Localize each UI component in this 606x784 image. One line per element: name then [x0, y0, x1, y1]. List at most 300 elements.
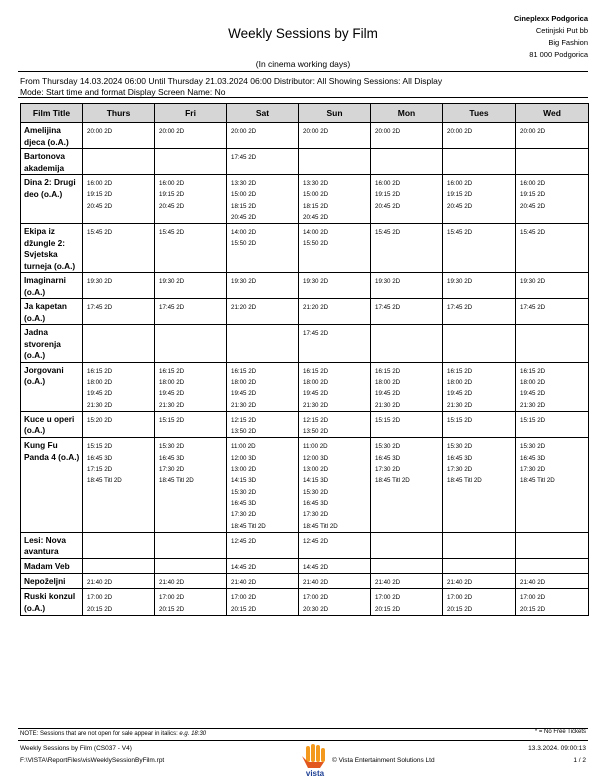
session-time: 20:15 2D [375, 605, 401, 613]
session-cell [371, 362, 443, 411]
session-cell [516, 325, 589, 363]
session-time: 18:00 2D [159, 378, 185, 386]
session-time: 21:20 2D [303, 304, 329, 312]
session-cell [371, 532, 443, 558]
column-header-film: Film Title [21, 104, 83, 123]
session-cell [443, 574, 516, 589]
column-header-day: Sun [299, 104, 371, 123]
session-time: 18:00 2D [447, 378, 473, 386]
session-time: 15:30 2D [303, 488, 329, 496]
session-cell [155, 175, 227, 224]
session-cell [83, 438, 155, 532]
session-time: 20:45 2D [447, 202, 473, 210]
session-cell [155, 411, 227, 438]
vista-logo [298, 742, 332, 778]
session-time: 20:00 2D [447, 128, 473, 135]
session-time: 15:15 2D [520, 416, 546, 424]
session-time: 18:00 2D [87, 378, 113, 386]
session-time: 18:15 2D [231, 202, 257, 210]
session-time: 13:50 2D [231, 428, 257, 436]
session-time: 21:20 2D [231, 304, 257, 312]
table-row [21, 325, 589, 363]
session-time: 14:00 2D [303, 229, 329, 237]
session-cell [443, 325, 516, 363]
session-time: 17:00 2D [303, 594, 329, 602]
film-title-cell: Ekipa iz džungle 2: Svjetska turneja (o.A.) [21, 224, 83, 273]
session-cell [516, 175, 589, 224]
session-time: 16:45 3D [447, 454, 473, 462]
session-time: 19:15 2D [520, 191, 546, 199]
column-header-day: Wed [516, 104, 589, 123]
cinema-address-line: Big Fashion [548, 38, 588, 47]
session-time: 14:15 3D [303, 477, 329, 485]
session-time: 21:30 2D [375, 401, 401, 409]
session-time: 14:15 3D [231, 477, 257, 485]
session-time: 16:00 2D [520, 180, 546, 187]
session-time: 18:45 Titl 2D [447, 477, 482, 485]
session-cell [155, 299, 227, 325]
session-time: 19:30 2D [375, 278, 401, 286]
session-cell [443, 558, 516, 573]
session-cell [227, 558, 299, 573]
column-header-day: Fri [155, 104, 227, 123]
session-cell [83, 362, 155, 411]
session-time: 17:45 2D [159, 304, 185, 312]
column-header-day: Sat [227, 104, 299, 123]
session-cell [443, 299, 516, 325]
session-time: 15:45 2D [520, 229, 546, 237]
session-time: 18:00 2D [303, 378, 329, 386]
session-time: 19:45 2D [87, 390, 113, 398]
session-cell [155, 589, 227, 616]
report-subtitle: (In cinema working days) [255, 59, 351, 69]
session-time: 21:40 2D [520, 579, 546, 587]
cinema-name: Cineplexx Podgorica [513, 14, 588, 23]
session-time: 20:30 2D [303, 605, 329, 613]
session-cell [83, 299, 155, 325]
session-time: 17:30 2D [303, 511, 329, 519]
session-cell [299, 411, 371, 438]
session-time: 15:15 2D [447, 416, 473, 424]
session-time: 16:00 2D [375, 180, 401, 187]
table-row [21, 175, 589, 224]
session-time: 18:00 2D [231, 378, 257, 386]
session-time: 15:20 2D [87, 416, 113, 424]
session-time: 16:45 3D [87, 454, 113, 462]
session-time: 17:00 2D [447, 594, 473, 602]
session-cell [443, 438, 516, 532]
table-row [21, 532, 589, 558]
film-title-cell: Jorgovani (o.A.) [21, 362, 83, 411]
session-time: 21:40 2D [303, 579, 329, 587]
session-time: 16:15 2D [87, 367, 113, 375]
film-title-cell: Imaginarni (o.A.) [21, 273, 83, 299]
session-time: 16:15 2D [447, 367, 473, 375]
session-time: 21:40 2D [87, 579, 113, 587]
session-cell [443, 362, 516, 411]
session-time: 12:00 3D [231, 454, 257, 462]
session-cell [83, 175, 155, 224]
session-cell [227, 589, 299, 616]
session-time: 12:15 2D [231, 416, 257, 424]
session-time: 20:15 2D [159, 605, 185, 613]
session-time: 20:00 2D [159, 128, 185, 135]
table-row [21, 589, 589, 616]
session-time: 20:15 2D [520, 605, 546, 613]
session-cell [516, 362, 589, 411]
session-time: 14:00 2D [231, 229, 257, 237]
session-cell [83, 325, 155, 363]
film-title-cell: Ruski konzul (o.A.) [21, 589, 83, 616]
session-time: 15:30 2D [520, 443, 546, 451]
session-time: 16:45 3D [159, 454, 185, 462]
session-cell [299, 123, 371, 149]
session-time: 19:15 2D [447, 191, 473, 199]
session-time: 19:45 2D [303, 390, 329, 398]
session-cell [227, 325, 299, 363]
film-title-cell: Nepoželjni [21, 574, 83, 589]
session-cell [299, 558, 371, 573]
session-time: 15:00 2D [303, 191, 329, 199]
cinema-block [514, 13, 588, 61]
session-time: 12:45 2D [303, 537, 329, 545]
table-row [21, 362, 589, 411]
session-time: 19:45 2D [375, 390, 401, 398]
session-cell [371, 558, 443, 573]
session-time: 16:15 2D [375, 367, 401, 375]
session-cell [299, 532, 371, 558]
session-time: 13:00 2D [303, 466, 329, 474]
session-time: 17:00 2D [375, 594, 401, 602]
session-cell [155, 224, 227, 273]
session-cell [83, 273, 155, 299]
session-time: 17:30 2D [159, 466, 185, 474]
session-time: 11:00 2D [303, 443, 328, 451]
session-cell [227, 362, 299, 411]
session-time: 19:30 2D [520, 278, 546, 286]
session-cell [227, 574, 299, 589]
session-time: 20:45 2D [231, 213, 257, 221]
film-title-cell: Lesi: Nova avantura [21, 532, 83, 558]
session-cell [83, 589, 155, 616]
session-cell [371, 438, 443, 532]
session-time: 15:45 2D [447, 229, 473, 237]
session-cell [83, 123, 155, 149]
session-time: 18:45 Titl 2D [231, 522, 266, 530]
session-cell [443, 532, 516, 558]
session-time: 13:30 2D [303, 180, 329, 187]
session-cell [155, 438, 227, 532]
hand-icon [302, 744, 325, 768]
session-time: 17:45 2D [231, 154, 257, 161]
printed-timestamp: 13.3.2024. 09:00:13 [528, 745, 586, 752]
session-cell [371, 411, 443, 438]
session-time: 20:45 2D [303, 213, 329, 221]
session-cell [443, 411, 516, 438]
session-cell [83, 149, 155, 175]
session-cell [227, 532, 299, 558]
session-cell [371, 589, 443, 616]
session-time: 17:45 2D [87, 304, 113, 312]
session-cell [371, 273, 443, 299]
session-cell [443, 149, 516, 175]
session-cell [299, 438, 371, 532]
session-cell [299, 149, 371, 175]
session-time: 14:45 2D [303, 563, 329, 571]
session-cell [227, 299, 299, 325]
session-time: 20:15 2D [447, 605, 473, 613]
session-time: 17:45 2D [375, 304, 401, 312]
session-time: 15:45 2D [375, 229, 401, 237]
copyright: © Vista Entertainment Solutions Ltd [332, 757, 435, 764]
session-cell [443, 589, 516, 616]
session-cell [83, 558, 155, 573]
table-row [21, 224, 589, 273]
note-example: e.g. 18:30 [179, 731, 207, 737]
session-cell [371, 123, 443, 149]
session-cell [155, 273, 227, 299]
table-row [21, 123, 589, 149]
session-cell [227, 438, 299, 532]
session-time: 17:00 2D [231, 594, 257, 602]
film-title-cell: Dina 2: Drugi deo (o.A.) [21, 175, 83, 224]
session-time: 18:15 2D [303, 202, 329, 210]
table-row [21, 273, 589, 299]
session-time: 12:00 3D [303, 454, 329, 462]
page-number: 1 / 2 [573, 757, 586, 764]
session-cell [155, 558, 227, 573]
session-time: 18:45 Titl 2D [87, 477, 122, 485]
session-time: 18:45 Titl 2D [159, 477, 194, 485]
session-time: 17:45 2D [520, 304, 546, 312]
session-time: 21:40 2D [375, 579, 401, 587]
session-cell [371, 175, 443, 224]
divider [18, 740, 588, 741]
session-time: 21:30 2D [447, 401, 473, 409]
film-title-cell: Ja kapetan (o.A.) [21, 299, 83, 325]
session-time: 16:00 2D [87, 180, 113, 187]
session-time: 16:45 3D [375, 454, 401, 462]
session-time: 21:40 2D [231, 579, 257, 587]
note-text: NOTE: Sessions that are not open for sale appear in italics: [20, 731, 180, 737]
session-cell [155, 574, 227, 589]
session-time: 19:15 2D [375, 191, 401, 199]
session-time: 21:30 2D [303, 401, 329, 409]
table-header-row [21, 104, 589, 123]
session-cell [227, 273, 299, 299]
session-cell [371, 149, 443, 175]
session-time: 21:40 2D [159, 579, 185, 587]
session-time: 15:15 2D [87, 443, 113, 451]
session-time: 15:30 2D [447, 443, 473, 451]
session-time: 15:15 2D [159, 416, 185, 424]
session-cell [83, 411, 155, 438]
session-cell [155, 362, 227, 411]
report-name: Weekly Sessions by Film (CS037 - V4) [20, 745, 132, 752]
session-cell [227, 411, 299, 438]
session-time: 16:15 2D [231, 367, 257, 375]
session-cell [155, 532, 227, 558]
session-time: 15:30 2D [375, 443, 401, 451]
session-time: 11:00 2D [231, 443, 256, 451]
session-time: 16:15 2D [159, 367, 185, 375]
session-cell [516, 411, 589, 438]
session-time: 17:45 2D [447, 304, 473, 312]
session-cell [371, 574, 443, 589]
report-path: F:\VISTA\ReportFiles\visWeeklySessionByFilm.rpt [20, 757, 165, 764]
no-free-tickets-note: * = No Free Tickets [534, 729, 586, 735]
session-time: 17:15 2D [87, 466, 113, 474]
session-cell [516, 558, 589, 573]
table-row [21, 558, 589, 573]
session-time: 17:00 2D [520, 594, 546, 602]
divider [18, 97, 588, 98]
divider [18, 728, 588, 729]
divider [18, 71, 588, 72]
session-time: 18:00 2D [520, 378, 546, 386]
session-cell [83, 574, 155, 589]
film-title-cell: Kuce u operi (o.A.) [21, 411, 83, 438]
session-cell [371, 224, 443, 273]
session-cell [299, 175, 371, 224]
session-time: 15:00 2D [231, 191, 257, 199]
session-time: 15:45 2D [159, 229, 185, 237]
session-cell [227, 123, 299, 149]
session-time: 19:30 2D [159, 278, 185, 286]
session-time: 17:00 2D [87, 594, 113, 602]
session-time: 21:30 2D [159, 401, 185, 409]
session-cell [516, 589, 589, 616]
sessions-table [20, 103, 589, 616]
session-time: 19:45 2D [159, 390, 185, 398]
table-row [21, 411, 589, 438]
session-time: 20:00 2D [303, 128, 329, 135]
session-cell [299, 299, 371, 325]
session-cell [155, 325, 227, 363]
session-cell [516, 149, 589, 175]
session-cell [299, 362, 371, 411]
session-time: 13:00 2D [231, 466, 257, 474]
session-time: 20:00 2D [231, 128, 257, 135]
session-cell [299, 589, 371, 616]
session-cell [443, 175, 516, 224]
table-body [21, 123, 589, 616]
session-time: 16:15 2D [520, 367, 546, 375]
session-cell [299, 224, 371, 273]
session-time: 20:45 2D [375, 202, 401, 210]
table-row [21, 299, 589, 325]
table-row [21, 574, 589, 589]
session-cell [299, 325, 371, 363]
film-title-cell: Jadna stvorenja (o.A.) [21, 325, 83, 363]
session-time: 19:30 2D [87, 278, 113, 286]
session-time: 15:15 2D [375, 416, 401, 424]
session-cell [227, 224, 299, 273]
session-time: 17:30 2D [520, 466, 546, 474]
session-time: 20:00 2D [520, 128, 546, 135]
table-row [21, 149, 589, 175]
session-cell [516, 299, 589, 325]
session-time: 17:30 2D [231, 511, 257, 519]
session-cell [443, 123, 516, 149]
session-cell [299, 273, 371, 299]
cinema-address-line: 81 000 Podgorica [529, 50, 588, 59]
session-time: 20:45 2D [159, 202, 185, 210]
session-time: 17:30 2D [447, 466, 473, 474]
session-time: 16:45 3D [520, 454, 546, 462]
session-time: 19:30 2D [303, 278, 329, 286]
session-cell [516, 574, 589, 589]
session-time: 19:45 2D [231, 390, 257, 398]
session-time: 12:45 2D [231, 537, 257, 545]
session-time: 15:30 2D [231, 488, 257, 496]
session-time: 21:30 2D [520, 401, 546, 409]
session-time: 21:40 2D [447, 579, 473, 587]
session-time: 19:30 2D [231, 278, 257, 286]
report-title: Weekly Sessions by Film [228, 26, 378, 41]
session-time: 13:30 2D [231, 180, 257, 187]
film-title-cell: Bartonova akademija [21, 149, 83, 175]
session-time: 16:00 2D [159, 180, 185, 187]
session-cell [371, 325, 443, 363]
session-time: 15:30 2D [159, 443, 185, 451]
session-time: 16:45 3D [303, 499, 329, 507]
session-time: 18:45 Titl 2D [520, 477, 555, 485]
session-cell [155, 123, 227, 149]
session-time: 16:45 3D [231, 499, 257, 507]
session-time: 17:00 2D [159, 594, 185, 602]
session-cell [83, 224, 155, 273]
column-header-day: Tues [443, 104, 516, 123]
logo-text: vista [305, 769, 325, 778]
session-time: 17:45 2D [303, 330, 329, 338]
sales-note [20, 731, 206, 737]
session-time: 20:15 2D [87, 605, 113, 613]
session-cell [516, 532, 589, 558]
session-cell [227, 149, 299, 175]
session-time: 19:30 2D [447, 278, 473, 286]
session-time: 20:45 2D [520, 202, 546, 210]
session-cell [516, 273, 589, 299]
session-cell [155, 149, 227, 175]
session-time: 15:50 2D [303, 240, 329, 248]
session-time: 20:15 2D [231, 605, 257, 613]
column-header-day: Mon [371, 104, 443, 123]
session-cell [443, 273, 516, 299]
session-cell [299, 574, 371, 589]
session-time: 21:30 2D [231, 401, 257, 409]
session-time: 16:00 2D [447, 180, 473, 187]
session-time: 17:30 2D [375, 466, 401, 474]
film-title-cell: Amelijina djeca (o.A.) [21, 123, 83, 149]
filter-line: From Thursday 14.03.2024 06:00 Until Thursday 21.03.2024 06:00 Distributor: All Showing Sessions: All Display [20, 76, 443, 86]
session-time: 18:45 Titl 2D [375, 477, 410, 485]
session-time: 18:45 Titl 2D [303, 522, 338, 530]
film-title-cell: Madam Veb [21, 558, 83, 573]
session-time: 21:30 2D [87, 401, 113, 409]
session-time: 20:45 2D [87, 202, 113, 210]
filter-line: Mode: Start time and format Display Screen Name: No [20, 87, 226, 97]
session-time: 19:15 2D [159, 191, 185, 199]
session-cell [83, 532, 155, 558]
column-header-day: Thurs [83, 104, 155, 123]
session-time: 19:15 2D [87, 191, 113, 199]
session-time: 18:00 2D [375, 378, 401, 386]
session-cell [516, 438, 589, 532]
session-time: 15:45 2D [87, 229, 113, 237]
session-time: 16:15 2D [303, 367, 329, 375]
cinema-address-line: Cetinjski Put bb [535, 26, 588, 35]
